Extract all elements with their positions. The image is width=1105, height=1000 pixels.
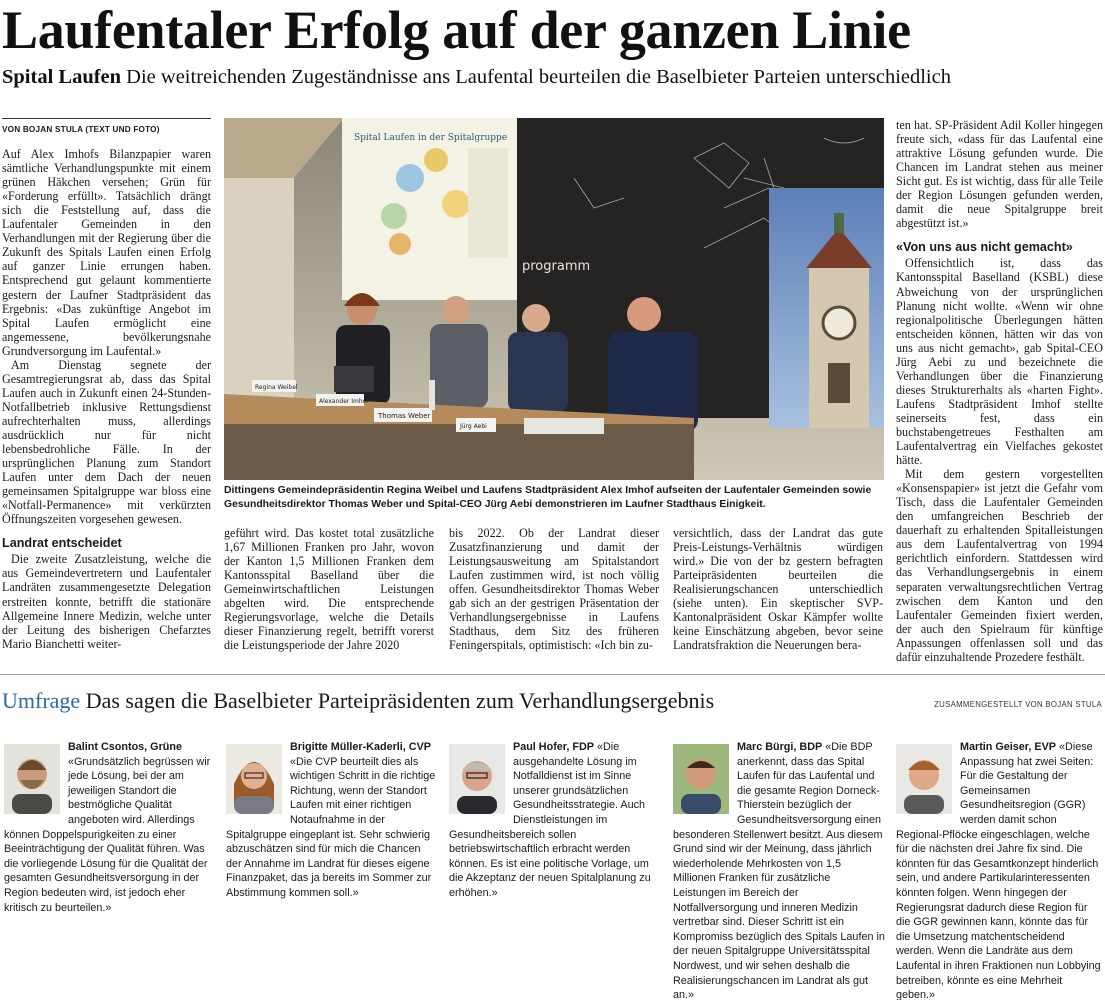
paragraph: Auf Alex Imhofs Bilanzpapier waren sämtliche Verhandlungspunkte mit einem grünen Häkchen versehen; Grün für «Forderung erfüllt». Tatsächlich drängt sich die Feststellung auf, dass die Laufentaler Gemeinden in den Verhandlungen mit der Regierung über die Zukunft des Spitals Laufen einen Erfolg auf ganzer Linie errungen haben. Entsprechend gut gelaunt kommentierte gestern der Laufner Stadtpräsident das Ergebnis: «Das zukünftige Angebot im Spital Laufen ermöglicht eine angemessene, bevölkerungsnahe Grundversorgung im Laufental.»	[2, 147, 211, 358]
survey-title	[2, 688, 714, 714]
article-column-1	[2, 118, 211, 651]
press-conference-photo	[224, 118, 884, 480]
subheadline	[2, 64, 1102, 90]
subheading-von-uns-aus: «Von uns aus nicht gemacht»	[896, 240, 1073, 255]
paragraph: Mit dem gestern vorgestellten «Konsenspapier» ist jetzt die Gefahr vom Tisch, dass die Laufentaler Gemeinden den umfangreichen Beschrieb der dauerhaft zu erhaltenden Spitalleistungen aus dem Laufentalvertrag von 1994 gerichtlich einfordern. Stattdessen wird das Verhandlungsergebnis in einem separaten verwaltungsrechtlichen Vertrag zwischen dem Kanton und den Laufentaler Gemeinden fixiert werden, der auch den Spielraum für künftige Anpassungen offenlassen soll und das dafür einzuhaltende Prozedere festhält.	[896, 467, 1103, 664]
paragraph: geführt wird. Das kostet total zusätzliche 1,67 Millionen Franken pro Jahr, wovon der Kanton 1,5 Millionen Franken dem Kantonsspital Baselland über die Gemeinwirtschaftlichen Leistungen abgelten wird. Die entsprechende Regierungsvorlage, welche die Details dieser Finanzierung regelt, betrifft vorerst die Leistungsperiode der Jahre 2020	[224, 526, 434, 653]
photo-illustration	[224, 118, 884, 480]
survey-entry	[4, 740, 216, 995]
respondent-quote: «Grundsätzlich begrüssen wir jede Lösung, bei der am jeweiligen Standort die bestmögliche Qualität angeboten wird. Allerdings können Doppelspurigkeiten zu einer Beeinträchtigung der Qualität führen. Was die vorliegende Lösung für die Qualität der gesamten Gesundheitsversorgung in der Region bedeuten wird, ist jedoch eher kritisch zu beurteilen.»	[4, 755, 211, 914]
respondent-name: Brigitte Müller-Kaderli, CVP	[290, 741, 431, 753]
paragraph: Am Dienstag segnete der Gesamtregierungsrat ab, dass das Spital Laufen auch in Zukunft einen 24-Stunden-Notfallbetrieb inklusive Rettungsdienst aufrechterhalten muss, allerdings ausdrücklich nur für nicht lebensbedrohliche Fälle. In der ursprünglichen Planung zum Standort Laufen unter dem Dach der neuen gemeinsamen Spitalgruppe war bloss eine «Notfall-Permanence» mit verkürzten Öffnungszeiten vorgesehen gewesen.	[2, 357, 211, 527]
survey-entry	[226, 740, 438, 995]
article-column-5	[896, 118, 1103, 664]
portrait-photo	[896, 744, 952, 814]
article-column-3	[449, 526, 659, 652]
respondent-quote: «Die ausgehandelte Lösung im Notfalldienst ist im Sinne unserer grundsätzlichen Gesundheitsstrategie. Auch Dienstleistungen im Gesundheitsbereich sollen betriebswirtschaftlich erbracht werden können. Es ist eine politische Vorlage, um die Akzeptanz der neuen Spitalplanung zu erhöhen.»	[449, 741, 651, 899]
portrait-photo	[4, 744, 60, 814]
nameplate: Thomas Weber	[378, 412, 431, 420]
slide-title: Spital Laufen in der Spitalgruppe	[354, 133, 508, 143]
subheading-landrat: Landrat entscheidet	[2, 536, 122, 551]
dek: Die weitreichenden Zugeständnisse ans Laufental beurteilen die Baselbieter Parteien unterschiedlich	[126, 66, 951, 88]
portrait-photo	[449, 744, 505, 814]
byline: VON BOJAN STULA (TEXT UND FOTO)	[2, 118, 211, 137]
paragraph: ten hat. SP-Präsident Adil Koller hingegen freute sich, «dass für das Laufental eine attraktive Lösung gefunden wurde. Die Chancen im Landrat stehen aus meiner Sicht gut. Es ist wichtig, dass für alle Teile der Region Lösungen gefunden werden, damit die neue Spitalgruppe breit abgestützt ist.»	[896, 118, 1103, 231]
article-column-2	[224, 526, 434, 652]
survey-entry	[673, 740, 885, 1000]
wall-text: programm	[522, 259, 591, 274]
respondent-name: Balint Csontos, Grüne	[68, 741, 182, 753]
respondent-name: Marc Bürgi, BDP	[737, 741, 823, 753]
respondent-quote: «Diese Anpassung hat zwei Seiten: Für die Gestaltung der Gemeinsamen Gesundheitsregion (GGR) werden damit schon Regional-Pflöcke eingeschlagen, welche für die nächsten drei Jahre fix sind. Die könnten für das Gesamtkonzept hinderlich sein, und andere Partikularinteressenten könnten folgen. Wenn hingegen der Regierungsrat dadurch diese Region für die GGR gewinnen kann, könnte das für die Umsetzung matchentscheidend werden. Wenn die Landräte aus dem Laufental in ihren Fraktionen nun Lobbying betreiben, könnte es eine Mehrheit geben.»	[896, 741, 1101, 1000]
paragraph: Offensichtlich ist, dass das Kantonsspital Baselland (KSBL) diese Abweichung von der ursprünglichen Planung nicht wollte. «Wenn wir ohne regionalpolitische Überlegungen hätten entscheiden können, hätten wir das von uns aus nicht gemacht», gab Spital-CEO Jürg Aebi zu und bezeichnete die Verhandlungen über die Finanzierung dieses Strukturerhalts als «harten Fight». Laufens Stadtpräsident Imhof stellte seinerseits fest, dass ein buchstabengetreues Festhalten am Laufentalvertrag ein Vielfaches gekostet hätte.	[896, 256, 1103, 468]
survey-entry	[449, 740, 661, 995]
portrait-photo	[226, 744, 282, 814]
paragraph: bis 2022. Ob der Landrat dieser Zusatzfinanzierung und damit der Leistungsausweitung am Spitalstandort Laufen zustimmen wird, ist noch völlig offen. Gesundheitsdirektor Thomas Weber gab sich an der gestrigen Präsentation der Verhandlungsergebnisse in Laufens Stadthaus, dem Sitz des früheren Feningerspitals, optimistisch: «Ich bin zu-	[449, 526, 659, 653]
paragraph: Die zweite Zusatzleistung, welche die aus Gemeindevertretern und Laufentaler Landräten zusammengesetzte Delegation erstreiten konnte, betrifft die stationäre Allgemeine Innere Medizin, welche unter der Leitung des bisherigen Chefarztes Mario Bianchetti weiter-	[2, 552, 211, 651]
respondent-quote: «Die BDP anerkennt, dass das Spital Laufen für das Laufental und die gesamte Region Dorneck-Thierstein bezüglich der Gesundheitsversorgung einen besonderen Stellenwert besitzt. Aus diesem Grund sind wir der Meinung, dass jährlich wiederholende Mehrkosten von 1,5 Millionen Franken für zusätzliche Leistungen im Bereich der Notfallversorgung und inneren Medizin vertretbar sind. Dieser Schritt ist ein Kompromiss bezüglich des Spitals Laufen in der neuen Spitalgruppe Universitätsspital Nordwest, und wir sehen deshalb die Realisierungschancen im Landrat als gut an.»	[673, 741, 885, 1000]
nameplate: Alexander Imhof	[319, 398, 369, 405]
kicker: Spital Laufen	[2, 66, 122, 88]
photo-caption: Dittingens Gemeindepräsidentin Regina Weibel und Laufens Stadtpräsident Alex Imhof aufseiten der Laufentaler Gemeinden sowie Gesundheitsdirektor Thomas Weber und Spital-CEO Jürg Aebi demonstrieren im Laufner Stadthaus Einigkeit.	[224, 485, 872, 510]
paragraph: versichtlich, dass der Landrat das gute Preis-Leistungs-Verhältnis würdigen wird.» Die von der bz gestern befragten Parteipräsidenten beurteilen die Realisierungschancen unterschiedlich (siehe unten). Ein skeptischer SVP-Kantonalpräsident Oskar Kämpfer wollte keine Einschätzung abgeben, bevor seine Landratsfraktion die Neuerungen bera-	[673, 526, 883, 653]
respondent-name: Paul Hofer, FDP	[513, 741, 594, 753]
article-column-4	[673, 526, 883, 652]
section-divider	[0, 674, 1105, 675]
respondent-name: Martin Geiser, EVP	[960, 741, 1057, 753]
respondent-quote: «Die CVP beurteilt dies als wichtigen Schritt in die richtige Richtung, wenn der Standort Laufen mit einer richtigen Notaufnahme in der Spitalgruppe eingeplant ist. Sehr schwierig abzuschätzen sind für mich die Chancen der Annahme im Landrat für dieses eigene Finanzpaket, das ja bereits im Sommer zur Abstimmung kommen soll.»	[226, 755, 436, 899]
headline: Laufentaler Erfolg auf der ganzen Linie	[2, 0, 911, 60]
portrait-photo	[673, 744, 729, 814]
nameplate: Regina Weibel	[255, 384, 298, 391]
survey-credit: ZUSAMMENGESTELLT VON BOJAN STULA	[934, 700, 1102, 709]
survey-entry	[896, 740, 1103, 1000]
survey-headline: Das sagen die Baselbieter Parteipräsidenten zum Verhandlungsergebnis	[85, 688, 715, 713]
nameplate: Jürg Aebi	[460, 423, 487, 430]
survey-kicker: Umfrage	[2, 688, 81, 713]
